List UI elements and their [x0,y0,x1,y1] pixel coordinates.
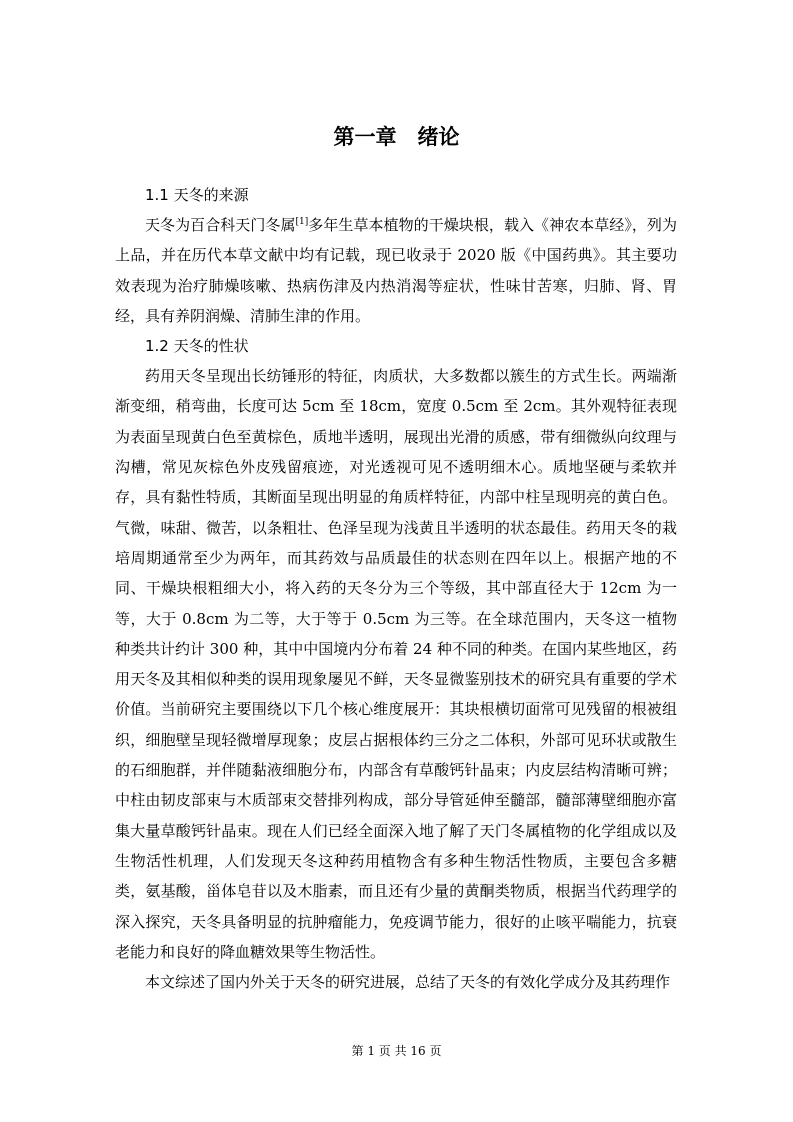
section-heading-properties: 1.2 天冬的性状 [145,337,249,356]
paragraph-text: 天冬为百合科天门冬属 [145,216,296,234]
paragraph-properties: 药用天冬呈现出长纺锤形的特征，肉质状，大多数都以簇生的方式生长。两端渐渐变细，稍弯曲，长度可达 5cm 至 18cm，宽度 0.5cm 至 2cm。其外观特征表现为表面呈现黄白色至黄棕色，质地半透明，展现出光滑的质感，带有细微纵向纹理与沟槽，常见灰棕色外皮残留痕迹，对光透视可见不透明细木心。质地坚硬与柔软并存，具有黏性特质，其断面呈现出明显的角质样特征，内部中柱呈现明亮的黄白色。气微，味甜、微苦，以条粗壮、色泽呈现为浅黄且半透明的状态最佳。药用天冬的栽培周期通常至少为两年，而其药效与品质最佳的状态则在四年以上。根据产地的不同、干燥块根粗细大小，将入药的天冬分为三个等级，其中部直径大于 12cm 为一等，大于 0.8cm 为二等，大于等于 0.5cm 为三等。在全球范围内，天冬这一植物种类共计约计 300 种，其中中国境内分布着 24 种不同的种类。在国内某些地区，药用天冬及其相似种类的误用现象屡见不鲜，天冬显微鉴别技术的研究具有重要的学术价值。当前研究主要围绕以下几个核心维度展开：其块根横切面常可见残留的根被组织，细胞壁呈现轻微增厚现象；皮层占据根体约三分之二体积，外部可见环状或散生的石细胞群，并伴随黏液细胞分布，内部含有草酸钙针晶束；内皮层结构清晰可辨；中柱由韧皮部束与木质部束交替排列构成，部分导管延伸至髓部，髓部薄壁细胞亦富集大量草酸钙针晶束。现在人们已经全面深入地了解了天门冬属植物的化学组成以及生物活性机理，人们发现天冬这种药用植物含有多种生物活性物质，主要包含多糖类，氨基酸，甾体皂苷以及木脂素，而且还有少量的黄酮类物质，根据当代药理学的深入探究，天冬具备明显的抗肿瘤能力，免疫调节能力，很好的止咳平喘能力，抗衰老能力和良好的降血糖效果等生物活性。 [115,367,677,961]
page-body [115,180,677,997]
section-heading-source: 1.1 天冬的来源 [145,186,249,204]
paragraph-summary: 本文综述了国内外关于天冬的研究进展，总结了天冬的有效化学成分及其药理作 [145,973,671,992]
paragraph-source [115,210,677,331]
paragraph-text: 多年生草本植物的干燥块根，载入《神农本草经》，列为上品，并在历代本草文献中均有记载，现已收录于 2020 版《中国药典》。其主要功效表现为治疗肺燥咳嗽、热病伤津及内热消渴等症状，性味甘苦寒，归肺、肾、胃经，具有养阴润燥、清肺生津的作用。 [115,216,677,325]
citation-marker[interactable]: [1] [295,217,309,227]
chapter-title: 第一章 绪论 [333,125,460,149]
page-footer: 第 1 页 共 16 页 [351,1044,442,1058]
